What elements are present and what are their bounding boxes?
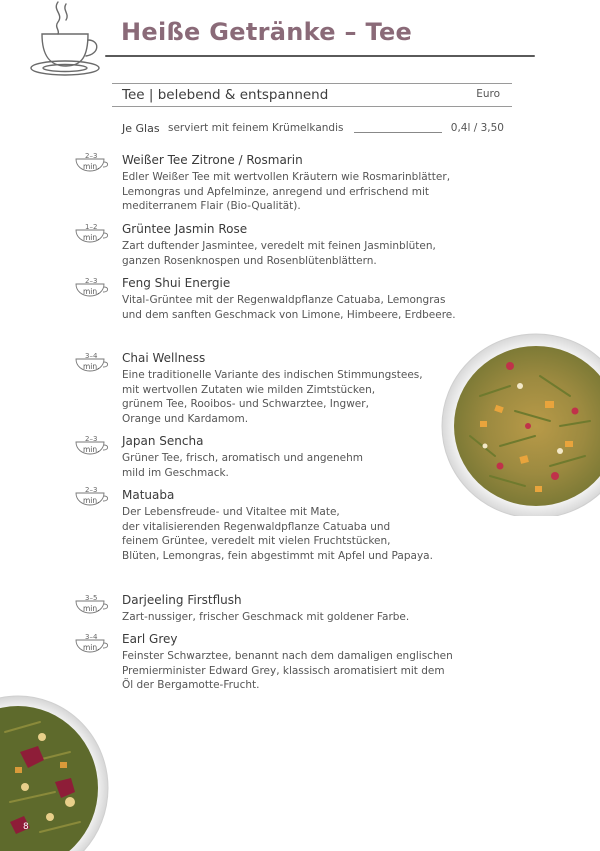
- steep-time: 2–3: [85, 486, 98, 494]
- tea-name: Japan Sencha: [122, 434, 204, 448]
- steep-time-icon: [74, 152, 110, 176]
- steep-unit: min.: [83, 496, 100, 505]
- price-row: [122, 122, 504, 138]
- steep-unit: min.: [83, 604, 100, 613]
- steep-time-icon: [74, 223, 110, 247]
- steep-time: 3–4: [85, 633, 98, 641]
- fruit-tea-bowl-image: [0, 692, 110, 851]
- tea-description: Zart-nussiger, frischer Geschmack mit goldener Farbe.: [122, 611, 410, 623]
- steep-unit: min.: [83, 162, 100, 171]
- serving-description: serviert mit feinem Krümelkandis: [168, 122, 344, 134]
- steep-time-icon: [74, 486, 110, 510]
- tea-name: Earl Grey: [122, 632, 178, 646]
- currency-label: Euro: [476, 88, 500, 100]
- tea-description: Eine traditionelle Variante des indischen Stimmungstees, mit wertvollen Zutaten wie milden Zimtstücken, grünem Tee, Rooibos- und Schwarztee, Ingwer, Orange und Kardamom.: [122, 369, 423, 425]
- steep-time-icon: [74, 594, 110, 618]
- tea-item: [122, 276, 456, 322]
- tea-name: Weißer Tee Zitrone / Rosmarin: [122, 153, 303, 167]
- steep-time-icon: [74, 352, 110, 376]
- tea-name: Grüntee Jasmin Rose: [122, 222, 248, 236]
- tea-name: Chai Wellness: [122, 351, 206, 365]
- header-divider: [105, 55, 535, 57]
- steep-time-icon: [74, 277, 110, 301]
- section-title: Tee | belebend & entspannend: [122, 87, 329, 103]
- price-value: 0,4l / 3,50: [450, 122, 504, 134]
- steep-time: 3–5: [85, 594, 98, 602]
- section-header: [112, 83, 512, 107]
- price-leader-line: [354, 132, 442, 133]
- tea-item: [122, 488, 433, 563]
- steep-unit: min.: [83, 445, 100, 454]
- steep-time-icon: [74, 435, 110, 459]
- tea-description: Zart duftender Jasmintee, veredelt mit feinen Jasminblüten, ganzen Rosenknospen und Rosenblütenblättern.: [122, 240, 436, 267]
- tea-item: [122, 351, 423, 426]
- page-title: Heiße Getränke – Tee: [121, 18, 413, 46]
- tea-name: Feng Shui Energie: [122, 276, 231, 290]
- steep-unit: min.: [83, 233, 100, 242]
- tea-item: [122, 153, 450, 214]
- tea-description: Der Lebensfreude- und Vitaltee mit Mate, der vitalisierenden Regenwaldpflanze Catuaba und feinem Grüntee, veredelt mit vielen Fruchtstücken, Blüten, Lemongras, fein abgestimmt mit Apfel und Papaya.: [122, 506, 433, 562]
- steep-unit: min.: [83, 362, 100, 371]
- tea-name: Matuaba: [122, 488, 175, 502]
- steep-time-icon: [74, 633, 110, 657]
- steep-time: 1–2: [85, 223, 98, 231]
- tea-item: [122, 222, 436, 268]
- tea-item: [122, 434, 363, 480]
- teacup-icon: [22, 0, 112, 82]
- page-number: 8: [23, 822, 29, 832]
- loose-leaf-tea-bowl-image: [440, 326, 600, 516]
- tea-description: Vital-Grüntee mit der Regenwaldpflanze Catuaba, Lemongras und dem sanften Geschmack von Limone, Himbeere, Erdbeere.: [122, 294, 456, 321]
- steep-time: 3–4: [85, 352, 98, 360]
- steep-time: 2–3: [85, 435, 98, 443]
- steep-unit: min.: [83, 287, 100, 296]
- tea-description: Edler Weißer Tee mit wertvollen Kräutern wie Rosmarinblätter, Lemongras und Apfelminze, anregend und erfrischend mit mediterranem Flair (Bio-Qualität).: [122, 171, 451, 212]
- serving-size-label: Je Glas: [122, 122, 160, 135]
- tea-description: Grüner Tee, frisch, aromatisch und angenehm mild im Geschmack.: [122, 452, 364, 479]
- tea-item: [122, 632, 453, 693]
- steep-unit: min.: [83, 643, 100, 652]
- tea-item: [122, 593, 409, 625]
- tea-name: Darjeeling Firstflush: [122, 593, 242, 607]
- tea-description: Feinster Schwarztee, benannt nach dem damaligen englischen Premierminister Edward Grey, klassisch aromatisiert mit dem Öl der Bergamotte-Frucht.: [122, 650, 453, 691]
- steep-time: 2–3: [85, 277, 98, 285]
- steep-time: 2–3: [85, 152, 98, 160]
